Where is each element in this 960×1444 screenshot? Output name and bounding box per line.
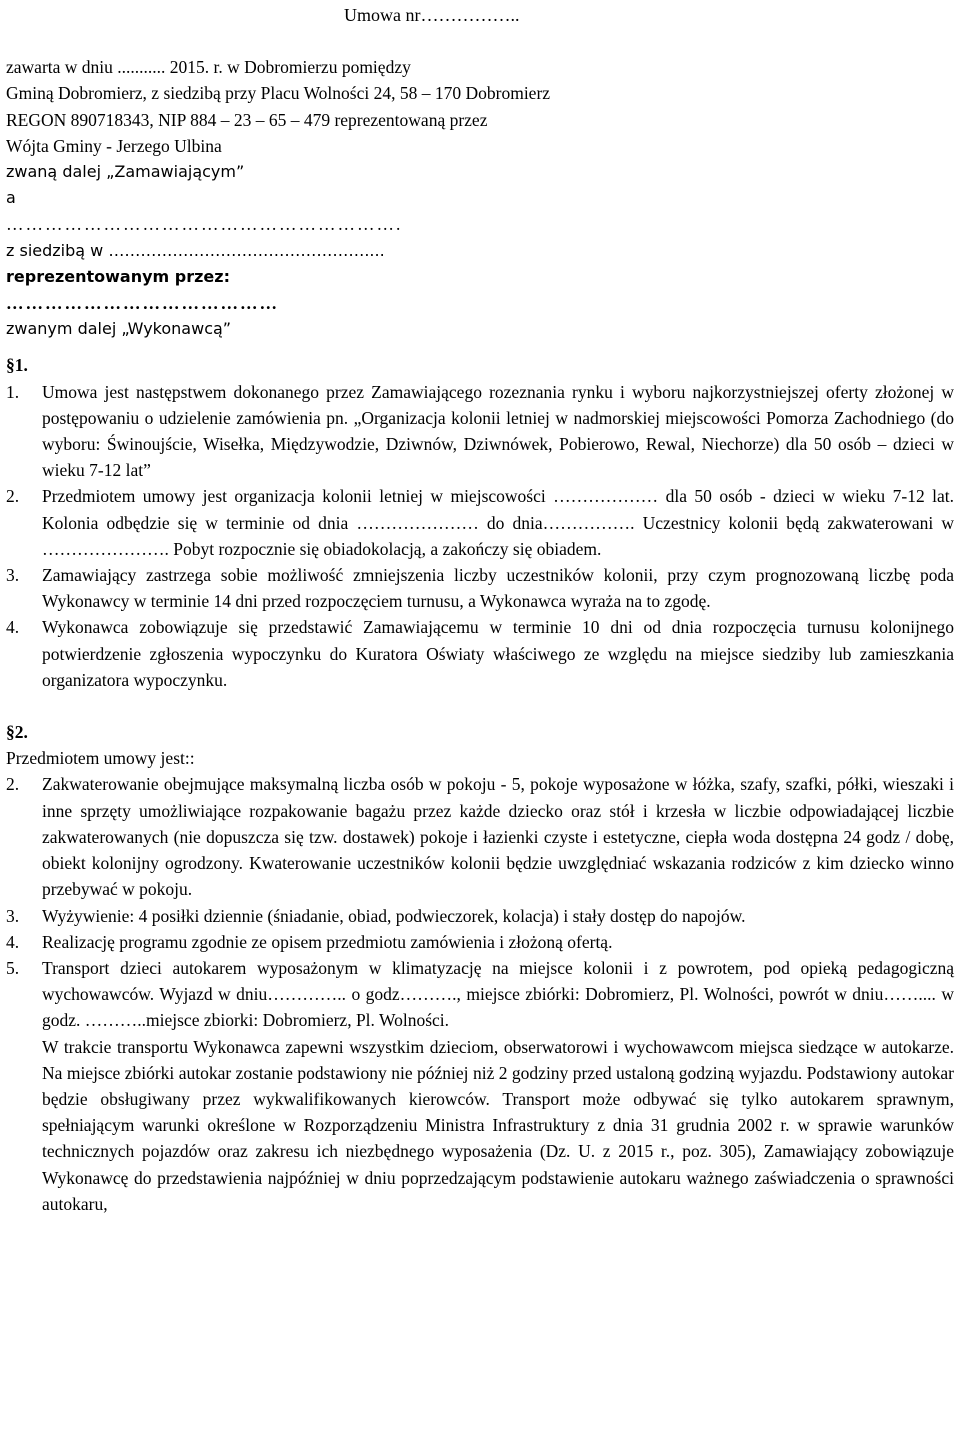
item-text: Realizację programu zgodnie ze opisem przedmiotu zamówienia i złożoną ofertą. [42, 931, 613, 952]
contractor-seat-line: z siedzibą w ………………………………………….... [6, 240, 385, 260]
wykonawca-line: zwanym dalej „Wykonawcą” [6, 319, 232, 339]
section-2-list [6, 771, 954, 1216]
list-item [6, 379, 954, 484]
document-title: Umowa nr…………….. [344, 5, 520, 25]
item-text: Przedmiotem umowy jest organizacja kolonii letniej w miejscowości ……………… dla 50 osób - dzieci w wieku 7-12 lat. Kolonia odbędzie się w terminie od dnia ………………… do dnia……………. Uczestnicy kolonii będą zakwaterowani w …………………. Pobyt rozpocznie się obiadokolacją, a zakończy się obiadem. [42, 486, 954, 559]
item-number: 4. [6, 931, 20, 952]
item-text: Transport dzieci autokarem wyposażonym w klimatyzację na miejsce kolonii i z powrotem, pod opieką pedagogiczną wychowawców. Wyjazd w dniu………….. o godz………., miejsce zbiórki: Dobromierz, Pl. Wolności, powrót w dniu…….... w godz. ………..miejsce zbiorki: Dobromierz, Pl. Wolności. [42, 957, 954, 1031]
transport-continuation-text: W trakcie transportu Wykonawca zapewni wszystkim dzieciom, obserwatorowi i wychowawcom miejsca siedzące w autokarze. Na miejsce zbiórki autokar zostanie podstawiony nie później niż 2 godziny przed ustaloną godziną wyjazdu. Podstawiony autokar będzie obsługiwany przez wykwalifikowanych kierowców. Transport może odbywać się tylko autokarem sprawnym, spełniającym warunki określone w Rozporządzeniu Ministra Infrastruktury z dnia 31 grudnia 2002 r. w sprawie warunków technicznych pojazdów oraz zakresu ich niezbędnego wyposażenia (Dz. U. z 2015 r., poz. 305), Zamawiający zobowiązuje Wykonawcę do przedstawienia najpóźniej w dniu poprzedzającym podstawienie autokaru ważnego zaświadczenia o sprawności autokaru, [42, 1036, 954, 1214]
item-number: 2. [6, 486, 20, 507]
list-item [6, 614, 954, 693]
list-item [6, 483, 954, 562]
represented-by-label: reprezentowanym przez: [6, 266, 230, 286]
item-text: Umowa jest następstwem dokonanego przez Zamawiającego rozeznania rynku i wyboru najkorzystniejszej oferty złożonej w postępowaniu o udzielenie zamówienia pn. „Organizacja kolonii letniej w nadmorskiej miejscowości Pomorza Zachodniego (do wyboru: Świnoujście, Wisełka, Międzywodzie, Dziwnów, Dziwnówek, Pobierowo, Rewal, Niechorze) dla 50 osób – dzieci w wieku 7-12 lat” [42, 381, 954, 481]
item-text: Wyżywienie: 4 posiłki dziennie (śniadanie, obiad, podwieczorek, kolacja) i stały dostęp do napojów. [42, 905, 746, 926]
header-line-3: REGON 890718343, NIP 884 – 23 – 65 – 479 reprezentowaną przez [6, 109, 488, 130]
item-number-empty [6, 1034, 42, 1217]
item-number: 3. [6, 565, 20, 586]
list-item [6, 771, 954, 902]
conjunction-a: a [6, 188, 16, 208]
item-number: 2. [6, 774, 20, 795]
item-number: 1. [6, 381, 20, 402]
item-number: 5. [6, 957, 20, 978]
item-text: Wykonawca zobowiązuje się przedstawić Zamawiającemu w terminie 10 dni od dnia rozpoczęcia turnusu kolonijnego potwierdzenie zgłoszenia wypoczynku do Kuratora Oświaty właściwego ze względu na miejsce siedziby lub zamieszkania organizatora wypoczynku. [42, 617, 954, 690]
section-1-heading: §1. [6, 355, 28, 376]
section-1-list [6, 379, 954, 693]
zamawiajacy-line: zwaną dalej „Zamawiającym” [6, 162, 245, 182]
header-line-2: Gminą Dobromierz, z siedzibą przy Placu Wolności 24, 58 – 170 Dobromierz [6, 83, 551, 104]
header-line-1: zawarta w dniu ........... 2015. r. w Dobromierzu pomiędzy [6, 57, 411, 78]
list-item [6, 562, 954, 614]
item-text: Zamawiający zastrzega sobie możliwość zmniejszenia liczby uczestników kolonii, przy czym prognozowaną liczbę poda Wykonawcy w terminie 14 dni przed rozpoczęciem turnusu, a Wykonawca wyraża na to zgodę. [42, 565, 954, 612]
contractor-name-placeholder: ……………………………………………………. [6, 214, 403, 235]
header-line-4: Wójta Gminy - Jerzego Ulbina [6, 135, 222, 156]
section-2-heading: §2. [6, 722, 28, 743]
item-text: Zakwaterowanie obejmujące maksymalną liczba osób w pokoju - 5, pokoje wyposażone w łóżka, szafy, szafki, półki, wieszaki i inne sprzęty umożliwiające rozpakowanie bagażu przez każde dziecko oraz stół i krzesła w liczbie odpowiadającej liczbie zakwaterowanych (nie dopuszcza się tzw. dostawek) pokoje i łazienki czyste i estetyczne, ciepła woda dostępna 24 godz / dobę, obiekt kolonijny ogrodzony. Kwaterowanie uczestników kolonii będzie uwzględniać wskazania rodziców z kim dziecko winno przebywać w pokoju. [42, 774, 954, 900]
representative-placeholder: …………………………………… [6, 293, 279, 314]
list-item [6, 929, 954, 955]
list-item [6, 1034, 954, 1217]
list-item [6, 903, 954, 929]
spacer [6, 693, 954, 719]
item-number: 4. [6, 617, 20, 638]
list-item [6, 955, 954, 1034]
section-2-intro: Przedmiotem umowy jest:: [6, 748, 195, 769]
item-number: 3. [6, 905, 20, 926]
